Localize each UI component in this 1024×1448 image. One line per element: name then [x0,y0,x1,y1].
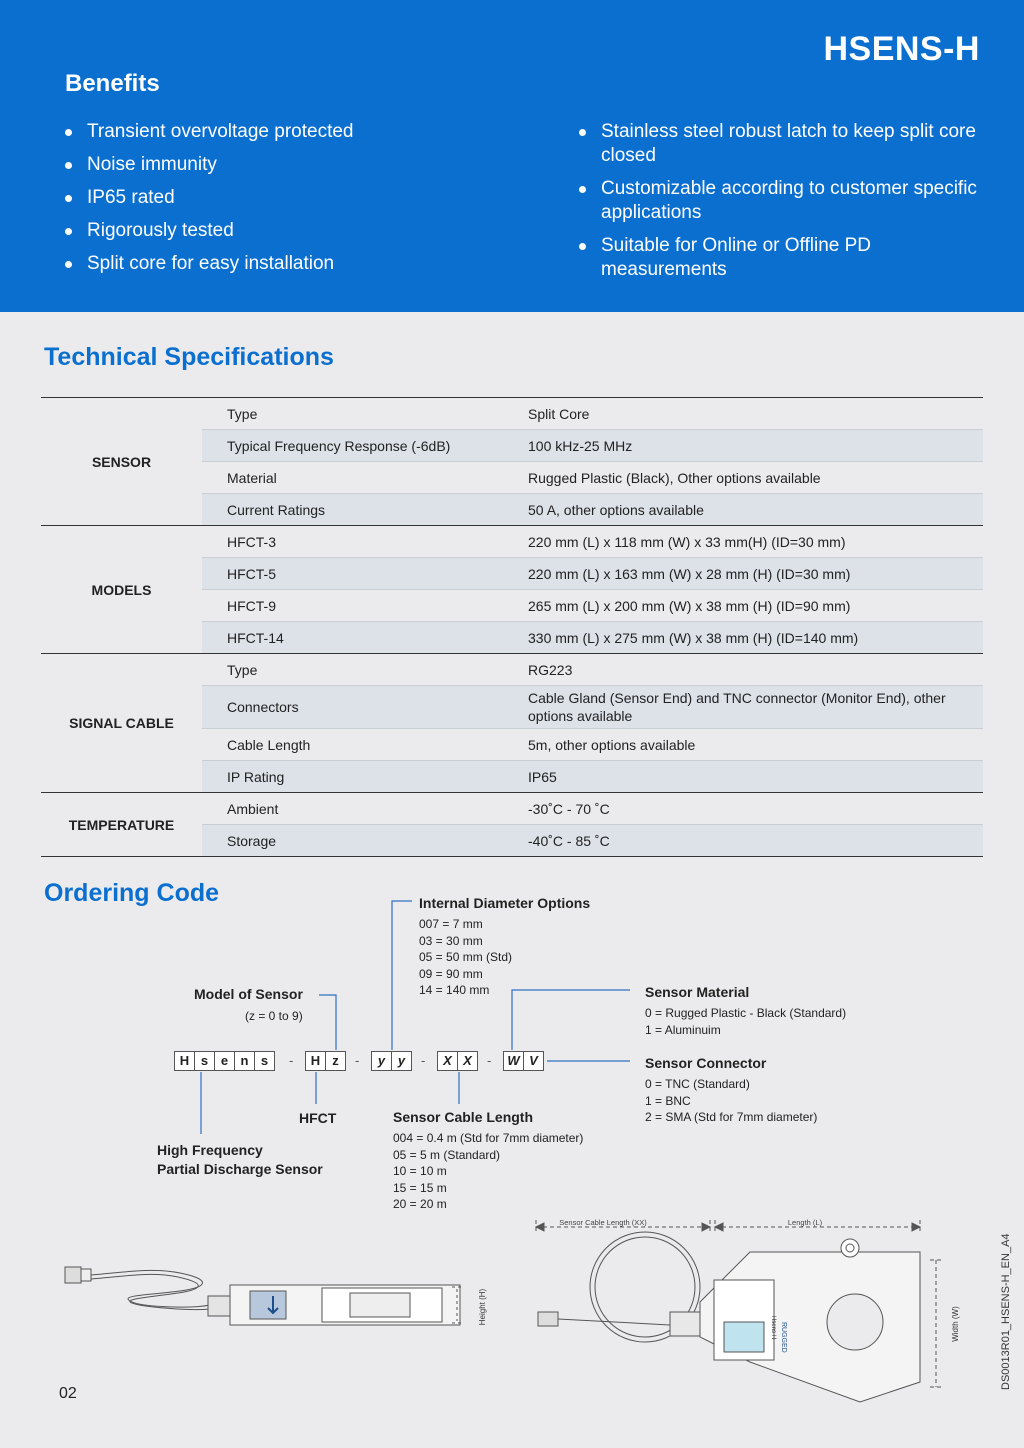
hfpd-label-line1: High Frequency [157,1142,263,1158]
spec-parameter: Type [202,398,503,430]
spec-category: TEMPERATURE [41,793,202,857]
code-block-hsens [174,1051,274,1071]
spec-value: -40˚C - 85 ˚C [503,825,983,857]
spec-parameter: Ambient [202,793,503,825]
spec-parameter: HFCT-5 [202,558,503,590]
code-separator: - [487,1053,492,1068]
model-label: Model of Sensor [194,986,303,1002]
width-dim-label: Width (W) [951,1306,960,1342]
option-line: 1 = BNC [645,1093,691,1108]
option-line: 007 = 7 mm [419,917,483,931]
code-separator: - [355,1053,360,1068]
internal-diameter-options [419,916,512,999]
spec-category: MODELS [41,526,202,654]
option-line: 1 = Aluminuim [645,1022,721,1037]
spec-value: IP65 [503,761,983,793]
spec-value: 220 mm (L) x 118 mm (W) x 33 mm(H) (ID=30 mm) [503,526,983,558]
code-char: W [503,1051,524,1071]
side-view-drawing [60,1255,500,1345]
product-name: HSENS-H [823,30,980,68]
spec-value: Rugged Plastic (Black), Other options available [503,462,983,494]
code-block-model [305,1051,345,1071]
length-dim-label: Length (L) [787,1218,823,1227]
code-separator: - [421,1053,426,1068]
option-line: 15 = 15 m [393,1180,447,1195]
sensor-material-options [645,1005,846,1038]
code-separator: - [289,1053,294,1068]
spec-parameter: Current Ratings [202,494,503,526]
option-line: 2 = SMA (Std for 7mm diameter) [645,1110,818,1124]
option-line: 09 = 90 mm [419,966,483,981]
benefit-item: Suitable for Online or Offline PD measurements [577,234,997,282]
spec-parameter: Cable Length [202,729,503,761]
cable-length-label: Sensor Cable Length [393,1109,534,1125]
tech-specs-title: Technical Specifications [44,343,334,371]
cable-length-options [393,1130,583,1213]
ordering-code-title: Ordering Code [44,879,220,907]
code-block-diameter [371,1051,411,1071]
connector-line-material [512,990,630,1050]
device-model-label: Hsens-H [770,1316,776,1340]
code-char: s [254,1051,275,1071]
code-char: H [174,1051,195,1071]
option-line: 0 = TNC (Standard) [645,1077,750,1091]
spec-value: Cable Gland (Sensor End) and TNC connector (Monitor End), other options available [503,686,983,729]
internal-diameter-label: Internal Diameter Options [419,895,591,911]
code-char: X [437,1051,458,1071]
front-view-drawing [530,1212,960,1422]
connector-line-model [319,995,336,1050]
model-note: (z = 0 to 9) [245,1009,303,1023]
benefit-item: Split core for easy installation [63,252,483,276]
spec-parameter: Connectors [202,686,503,729]
code-block-cable [437,1051,477,1071]
spec-parameter: HFCT-3 [202,526,503,558]
spec-parameter: HFCT-9 [202,590,503,622]
option-line: 05 = 50 mm (Std) [419,950,513,964]
sensor-connector-options [645,1076,817,1126]
spec-category: SENSOR [41,398,202,526]
code-char: y [371,1051,392,1071]
benefit-item: Rigorously tested [63,219,483,243]
sensor-material-label: Sensor Material [645,984,750,1000]
height-label: Height (H) [478,1288,487,1326]
spec-parameter: Storage [202,825,503,857]
connector-line-internal-diameter [392,901,412,1050]
option-line: 0 = Rugged Plastic - Black (Standard) [645,1006,847,1020]
code-char: s [194,1051,215,1071]
spec-value: 330 mm (L) x 275 mm (W) x 38 mm (H) (ID=140 mm) [503,622,983,654]
spec-value: -30˚C - 70 ˚C [503,793,983,825]
spec-parameter: Typical Frequency Response (-6dB) [202,430,503,462]
code-char: H [305,1051,326,1071]
option-line: 05 = 5 m (Standard) [393,1147,501,1162]
spec-parameter: Type [202,654,503,686]
code-char: V [523,1051,544,1071]
benefit-item: Stainless steel robust latch to keep split core closed [577,120,997,168]
code-char: y [391,1051,412,1071]
spec-value: 265 mm (L) x 200 mm (W) x 38 mm (H) (ID=90 mm) [503,590,983,622]
benefit-item: Transient overvoltage protected [63,120,483,144]
option-line: 14 = 140 mm [419,983,490,997]
option-line: 10 = 10 m [393,1164,447,1178]
spec-parameter: IP Rating [202,761,503,793]
sensor-connector-label: Sensor Connector [645,1055,767,1071]
benefit-item: Noise immunity [63,153,483,177]
option-line: 03 = 30 mm [419,933,483,948]
code-char: n [234,1051,255,1071]
hfct-label: HFCT [299,1110,337,1126]
spec-value: Split Core [503,398,983,430]
page-number: 02 [59,1385,77,1402]
hfpd-label-line2: Partial Discharge Sensor [157,1161,323,1177]
brand-logo: RUGGED [780,1322,787,1353]
spec-value: RG223 [503,654,983,686]
code-char: z [325,1051,346,1071]
option-line: 20 = 20 m [393,1197,447,1211]
cable-length-dim-label: Sensor Cable Length (XX) [559,1218,647,1227]
code-char: e [214,1051,235,1071]
spec-category: SIGNAL CABLE [41,654,202,793]
spec-value: 5m, other options available [503,729,983,761]
code-char: X [457,1051,478,1071]
spec-value: 100 kHz-25 MHz [503,430,983,462]
spec-value: 220 mm (L) x 163 mm (W) x 28 mm (H) (ID=30 mm) [503,558,983,590]
document-id: DS0013R01_HSENS-H_EN_A4 [1000,1233,1012,1390]
spec-parameter: Material [202,462,503,494]
benefits-title: Benefits [65,70,160,97]
benefit-item: Customizable according to customer specific applications [577,177,997,225]
option-line: 004 = 0.4 m (Std for 7mm diameter) [393,1131,584,1145]
benefit-item: IP65 rated [63,186,483,210]
spec-value: 50 A, other options available [503,494,983,526]
spec-parameter: HFCT-14 [202,622,503,654]
hfpd-label [157,1141,323,1179]
code-block-material-connector [503,1051,543,1071]
